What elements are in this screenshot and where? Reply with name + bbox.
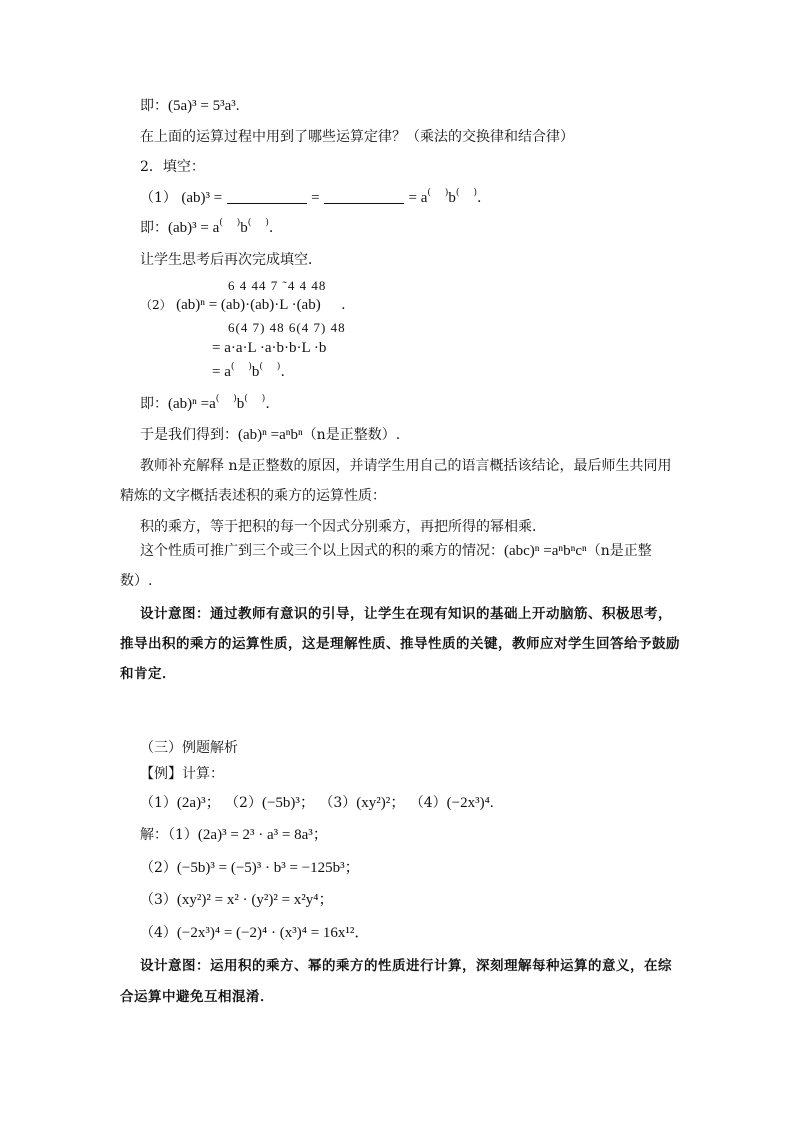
text: 即： [140, 98, 168, 114]
formula: (−2x³)⁴. [446, 795, 494, 811]
overbrace-artifact: 6 4 44 7 ˜4 4 48 [228, 278, 327, 293]
formula: = a [408, 190, 428, 206]
solution-1 [140, 825, 328, 845]
line-11 [140, 425, 400, 445]
formula: (xy²)² = x² · (y²)² = x²y⁴； [176, 892, 334, 908]
formula: (ab)ⁿ = (ab)·(ab)·L ·(ab) [176, 297, 321, 313]
underbrace-artifact: 6(4 7) 48 6(4 7) 48 [228, 320, 346, 335]
text: 即： [140, 396, 168, 412]
text: 即： [140, 220, 168, 236]
text: （n是正整 [586, 543, 652, 559]
line-1 [140, 96, 240, 116]
example-problems [140, 793, 494, 813]
formula: (ab)³ = [181, 190, 223, 206]
formula: (ab)ⁿ =aⁿbⁿ [238, 427, 303, 443]
fill-blank-2: （2） (ab)ⁿ = (ab)·(ab)·L ·(ab) . [140, 297, 346, 313]
blank-line [324, 189, 404, 204]
line-15 [140, 541, 652, 561]
line-14: 积的乘方，等于把积的每一个因式分别乘方，再把所得的幂相乘． [140, 519, 546, 535]
formula: b [240, 220, 248, 236]
label: （3） [140, 892, 177, 908]
formula: = a [212, 364, 231, 380]
solution-3 [140, 890, 334, 910]
formula: = a·a·L ·a·b·b·L ·b [212, 340, 327, 356]
label: （2） [140, 298, 172, 312]
formula: (−2x³)⁴ = (−2)⁴ · (x³)⁴ = 16x¹²． [176, 925, 370, 941]
formula: = [311, 190, 320, 206]
line-3: 2．填空： [140, 159, 205, 175]
text: 于是我们得到： [140, 427, 238, 443]
text: （n是正整数）. [302, 427, 401, 443]
label: 解：（1） [140, 827, 198, 843]
design-intent-2: 推导出积的乘方的运算性质，这是理解性质、推导性质的关键，教师应对学生回答给予鼓励 [120, 636, 680, 652]
design-intent-5: 合运算中避免互相混淆． [120, 989, 274, 1005]
formula: (abc)ⁿ =aⁿbⁿcⁿ [504, 543, 587, 559]
example-label: 【例】计算： [140, 766, 224, 782]
label: （2） [140, 860, 177, 876]
solution-2 [140, 858, 360, 878]
solution-4 [140, 923, 369, 943]
formula: b [251, 364, 260, 380]
text: 这个性质可推广到三个或三个以上因式的积的乘方的情况： [140, 543, 504, 559]
formula: (2a)³ = 2³ · a³ = 8a³； [197, 827, 328, 843]
label: （1） [140, 795, 177, 811]
label: （2） [225, 795, 262, 811]
formula: (2a)³； [176, 795, 221, 811]
formula: (xy²)²； [356, 795, 406, 811]
label: （1） [140, 190, 177, 206]
line-2: 在上面的运算过程中用到了哪些运算定律？（乘法的交换律和结合律） [140, 129, 574, 145]
formula: (ab)³ = a [168, 220, 220, 236]
line-6: 让学生思考后再次完成填空． [140, 252, 322, 268]
formula: (5a)³ = 5³a³. [168, 98, 240, 114]
design-intent-1: 设计意图：通过教师有意识的引导，让学生在现有知识的基础上开动脑筋、积极思考， [140, 606, 672, 622]
label: （4） [140, 925, 177, 941]
formula: b [236, 396, 245, 412]
formula: (−5b)³ = (−5)³ · b³ = −125b³； [176, 860, 360, 876]
line-5: 即：(ab)³ = a( )b( ). [140, 218, 274, 236]
line-9: = a( )b( ). [212, 362, 285, 380]
line-8 [212, 338, 326, 358]
formula: b [448, 190, 456, 206]
label: （4） [409, 795, 447, 811]
design-intent-4: 设计意图：运用积的乘方、幂的乘方的性质进行计算，深刻理解每种运算的意义，在综 [140, 958, 672, 974]
label: （3） [319, 795, 357, 811]
fill-blank-1: （1） (ab)³ = = = a( )b( ). [140, 188, 482, 206]
design-intent-3: 和肯定． [120, 666, 176, 682]
formula: (−5b)³； [261, 795, 315, 811]
line-13: 精炼的文字概括表述积的乘方的运算性质： [120, 488, 386, 504]
formula: (ab)ⁿ =a [168, 396, 216, 412]
line-16: 数）. [120, 573, 153, 589]
section-heading: （三）例题解析 [140, 740, 238, 756]
line-12: 教师补充解释 n是正整数的原因，并请学生用自己的语言概括该结论，最后师生共同用 [140, 458, 672, 474]
blank-line [227, 189, 307, 204]
line-10: 即：(ab)ⁿ =a( )b( ). [140, 394, 270, 412]
